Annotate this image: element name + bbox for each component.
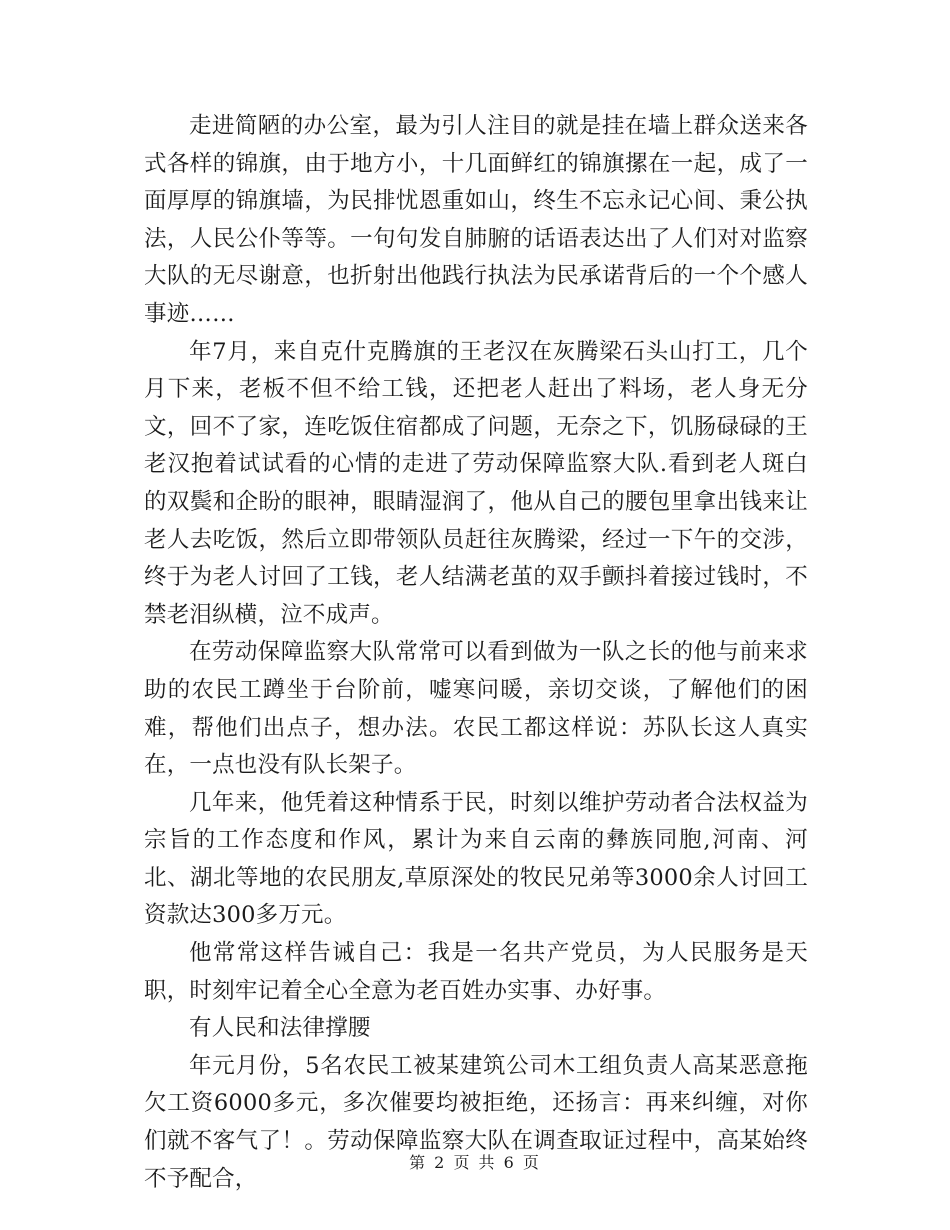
paragraph-office-banners: 走进简陋的办公室，最为引人注目的就是挂在墙上群众送来各式各样的锦旗，由于地方小，十几面鲜红的锦旗摞在一起，成了一面厚厚的锦旗墙，为民排忧恩重如山，终生不忘永记心间、秉公执法，人民公仆等等。一句句发自肺腑的话语表达出了人们对对监察大队的无尽谢意，也折射出他践行执法为民承诺背后的一个个感人事迹…… [144, 113, 808, 327]
paragraph-wang-laohan: 年7月，来自克什克腾旗的王老汉在灰腾梁石头山打工，几个月下来，老板不但不给工钱，还把老人赶出了料场，老人身无分文，回不了家，连吃饭住宿都成了问题，无奈之下，饥肠碌碌的王老汉抱着试试看的心情的走进了劳动保障监察大队.看到老人斑白的双鬓和企盼的眼神，眼睛湿润了，他从自己的腰包里拿出钱来让老人去吃饭，然后立即带领队员赶往灰腾梁，经过一下午的交涉，终于为老人讨回了工钱，老人结满老茧的双手颤抖着接过钱时，不禁老泪纵横，泣不成声。 [144, 338, 808, 628]
paragraph-unpaid-wages: 年元月份，5名农民工被某建筑公司木工组负责人高某恶意拖欠工资6000多元，多次催要均被拒绝，还扬言：再来纠缠，对你们就不客气了！。劳动保障监察大队在调查取证过程中，高某始终不予配合， [144, 1052, 808, 1192]
paragraph-migrant-workers: 在劳动保障监察大队常常可以看到做为一队之长的他与前来求助的农民工蹲坐于台阶前，嘘寒问暖，亲切交谈，了解他们的困难，帮他们出点子，想办法。农民工都这样说：苏队长这人真实在，一点也没有队长架子。 [144, 639, 808, 779]
page-footer: 第 2 页 共 6 页 [409, 1153, 541, 1172]
section-heading: 有人民和法律撑腰 [189, 1015, 371, 1042]
paragraph-self-motto: 他常常这样告诫自己：我是一名共产党员，为人民服务是天职，时刻牢记着全心全意为老百姓办实事、办好事。 [144, 940, 808, 1004]
paragraph-years-of-work: 几年来，他凭着这种情系于民，时刻以维护劳动者合法权益为宗旨的工作态度和作风，累计为来自云南的彝族同胞,河南、河北、湖北等地的农民朋友,草原深处的牧民兄弟等3000余人讨回工资款达300多万元。 [144, 789, 808, 929]
document-body [144, 108, 808, 1198]
